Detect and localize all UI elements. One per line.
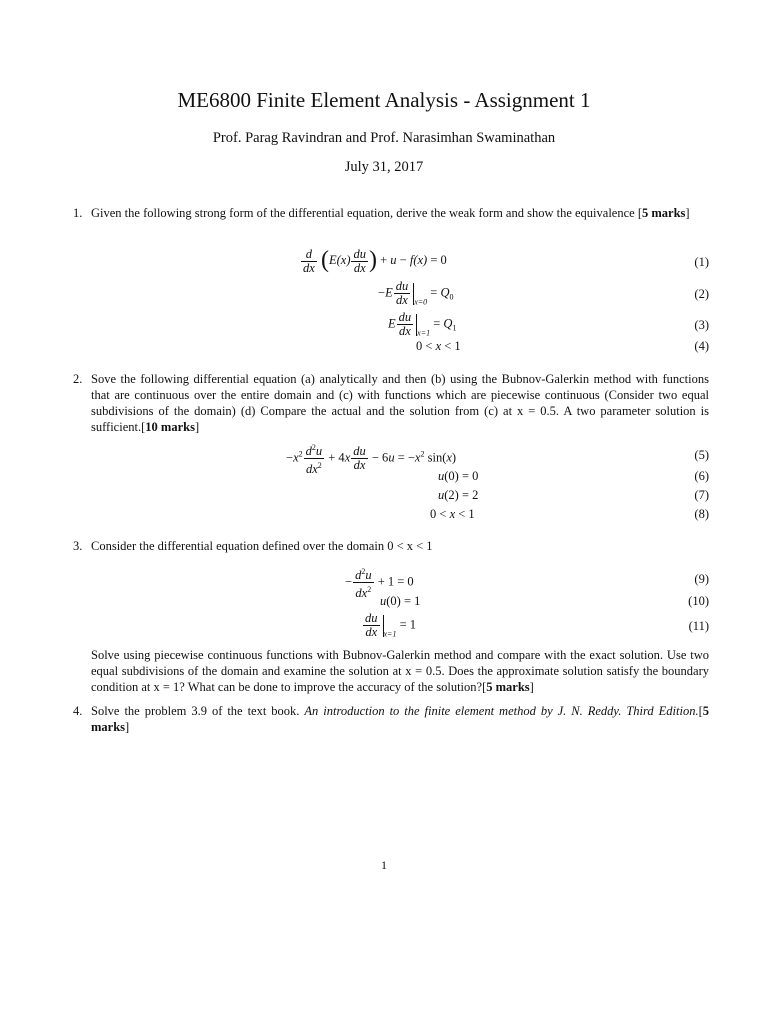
question-text: Sove the following differential equation (a) analytically and then (b) using the Bubnov-Galerkin method with functions that are continuous over the entire domain and (c) with functions which are piecewise continuous (Consider two equal subdivisions of the domain) (d) Compare the actual and the solution from (c) at x = 0.5. A two parameter solution is sufficient.[10 marks] [91,372,709,434]
question-text: Given the following strong form of the differential equation, derive the weak form and show the equivalence [5 marks] [91,206,690,220]
equation-2: −E $\frac{du}{dx}$ $_{x=0} = Q_0$ [378,279,454,307]
equation-label: (7) [694,488,709,502]
question-text: Consider the differential equation defined over the domain 0 < x < 1 [91,539,433,553]
equation-label: (4) [694,339,709,353]
equation-1: $\frac{d}{dx}$ (E(x) $\frac{du}{dx}$ ) + u − f(x) = 0 [303,246,447,275]
equation-8: 0 < x < 1 [430,507,475,521]
equation-label: (9) [694,572,709,586]
equation-label: (10) [688,594,709,608]
authors: Prof. Parag Ravindran and Prof. Narasimhan Swaminathan [212,130,556,146]
question-number: 2. [73,372,83,386]
equation-7: u(2) = 2 [438,488,479,502]
date: July 31, 2017 [344,159,424,175]
question-text: Solve the problem 3.9 of the text book. An introduction to the finite element method by J. N. Reddy. Third Edition.[5 marks] [91,704,709,734]
page-title: ME6800 Finite Element Analysis - Assignment 1 [177,88,591,112]
question-number: 3. [73,539,83,553]
question-number: 4. [73,704,83,718]
equation-3: E $\frac{du}{dx}$ $_{x=1} = Q_1$ [388,310,457,338]
equation-label: (6) [694,469,709,483]
equation-9: − $\frac{d^2u}{dx^2}$ + 1 = 0 [345,567,414,600]
book-reference: An introduction to the finite element method by J. N. Reddy. Third Edition. [304,704,699,718]
page-number: 1 [381,858,387,872]
equation-label: (3) [694,318,709,332]
equation-label: (11) [688,619,709,633]
question-3 [73,538,709,554]
equation-10: u(0) = 1 [380,594,421,608]
question-1 [73,205,709,221]
question-3-instructions: Solve using piecewise continuous functions with Bubnov-Galerkin method and compare with the exact solution. Use two equal subdivisions of the domain and examine the solution at x = 0.5. Does the approximate solution satisfy the boundary condition at x = 1? What can be done to improve the accuracy of the solution?[5 marks] [91,648,709,694]
equation-4: 0 < x < 1 [416,339,461,353]
equation-6: u(0) = 0 [438,469,479,483]
equation-11: $\frac{du}{dx}$ $_{x=1}$ = 1 [365,611,417,639]
equation-5: $-x^2$ $\frac{d^2u}{dx^2}$ + 4x $\frac{du}{dx}$ − $6u = -x^2$ sin(x) [286,443,457,476]
question-number: 1. [73,206,83,220]
equation-label: (2) [694,287,709,301]
equation-label: (8) [694,507,709,521]
equation-label: (1) [694,255,709,269]
question-2 [73,371,709,435]
equation-label: (5) [694,448,709,462]
question-4 [73,703,709,735]
